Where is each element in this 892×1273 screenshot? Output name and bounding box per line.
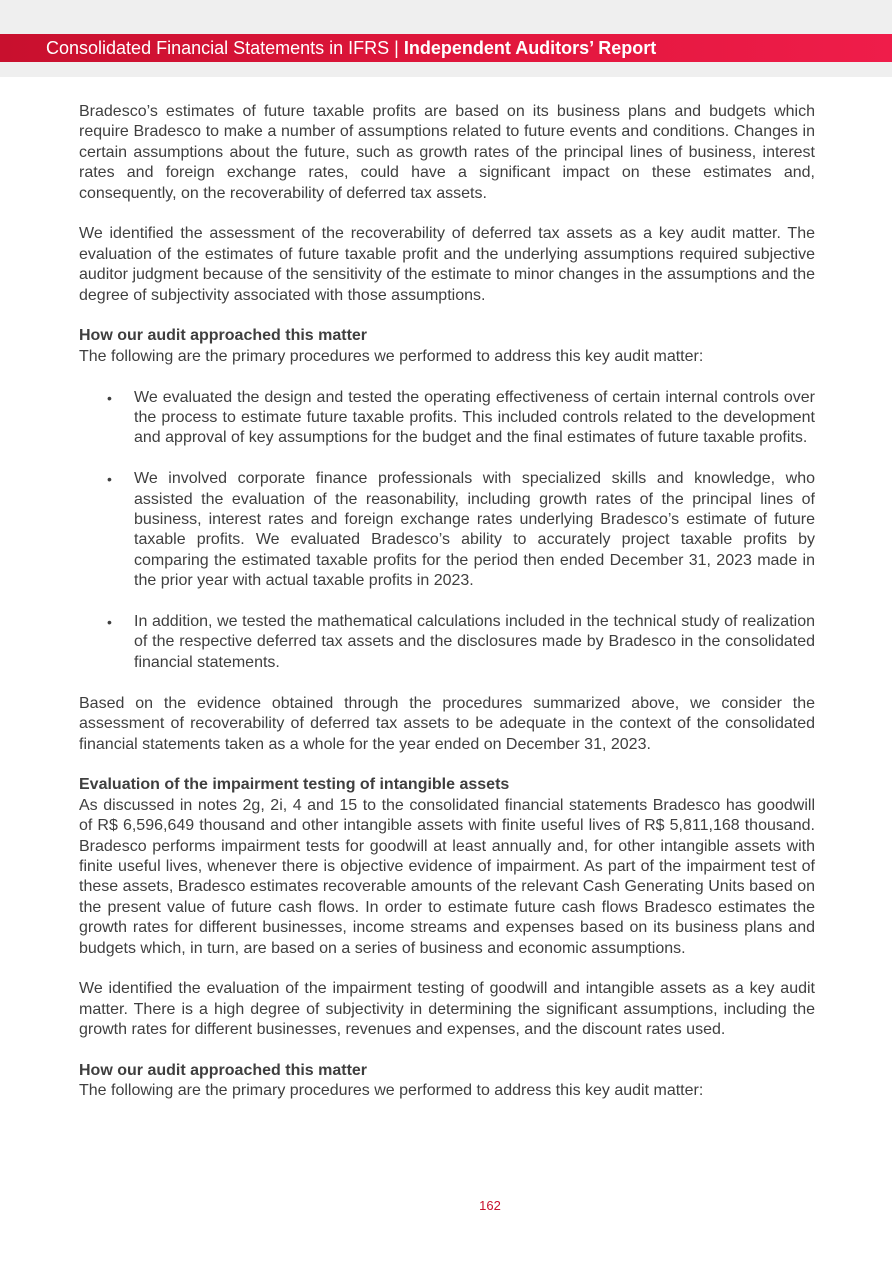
header-underline-strip: [0, 62, 892, 77]
list-item-text: We involved corporate finance professionals with specialized skills and knowledge, who assisted the evaluation of the reasonability, including growth rates of the principal lines of business, interest rates and foreign exchange rates underlying Bradesco’s estimate of future taxable profits. We evaluated Bradesco’s ability to accurately project taxable profits by comparing the estimated taxable profits for the period then ended December 31, 2023 made in the prior year with actual taxable profits in 2023.: [134, 470, 815, 590]
paragraph-taxable-profit-estimates: Bradesco’s estimates of future taxable profits are based on its business plans and budgets which require Bradesco to make a number of assumptions related to future events and conditions. Changes in certain assumptions about the future, such as growth rates of the principal lines of business, interest rates and foreign exchange rates, could have a significant impact on these estimates and, consequently, on the recoverability of deferred tax assets.: [79, 103, 815, 202]
list-item: [107, 388, 815, 449]
heading-impairment-testing: Evaluation of the impairment testing of intangible assets: [79, 776, 510, 794]
bullet-icon: •: [107, 389, 112, 406]
list-item: [107, 612, 815, 673]
header-section: Consolidated Financial Statements in IFRS: [46, 38, 390, 58]
list-item-text: In addition, we tested the mathematical calculations included in the technical study of realization of the respective deferred tax assets and the disclosures made by Bradesco in the consolidated financial statements.: [134, 613, 815, 671]
procedures-intro-2: The following are the primary procedures we performed to address this key audit matter:: [79, 1082, 704, 1100]
heading-audit-approach: How our audit approached this matter: [79, 327, 368, 345]
report-header-banner: [0, 34, 892, 62]
header-title: [46, 34, 656, 62]
list-item-text: We evaluated the design and tested the operating effectiveness of certain internal controls over the process to estimate future taxable profits. This included controls related to the development and approval of key assumptions for the budget and the final estimates of future taxable profits.: [134, 388, 815, 447]
top-margin-strip: [0, 0, 892, 34]
paragraph-key-audit-matter-deferred-tax: We identified the assessment of the recoverability of deferred tax assets as a key audit matter. The evaluation of the estimates of future taxable profit and the underlying assumptions required subjective auditor judgment because of the sensitivity of the estimate to minor changes in the assumptions and the degree of subjectivity associated with those assumptions.: [79, 225, 815, 304]
bullet-icon: •: [107, 614, 112, 631]
paragraph-impairment-details: As discussed in notes 2g, 2i, 4 and 15 to the consolidated financial statements Bradesco has goodwill of R$ 6,596,649 thousand and other intangible assets with finite useful lives of R$ 5,811,168 thousand. Bradesco performs impairment tests for goodwill at least annually and, for other intangible assets with finite useful lives, whenever there is objective evidence of impairment. As part of the impairment test of these assets, Bradesco estimates recoverable amounts of the relevant Cash Generating Units based on the present value of future cash flows. In order to estimate future cash flows Bradesco estimates the growth rates for different businesses, income streams and expenses based on its business plans and budgets which, in turn, are based on a series of business and economic assumptions.: [79, 796, 815, 957]
bullet-icon: •: [107, 471, 112, 488]
document-body: [79, 102, 815, 1102]
paragraph-conclusion: Based on the evidence obtained through the procedures summarized above, we consider the assessment of recoverability of deferred tax assets to be adequate in the context of the consolidated financial statements taken as a whole for the year ended on December 31, 2023.: [79, 694, 815, 753]
header-report-name: Independent Auditors’ Report: [403, 38, 657, 58]
page-number: 162: [479, 1198, 501, 1213]
procedures-intro: The following are the primary procedures we performed to address this key audit matter:: [79, 347, 704, 365]
heading-audit-approach-2: How our audit approached this matter: [79, 1061, 368, 1079]
list-item: [107, 469, 815, 591]
paragraph-key-audit-matter-impairment: We identified the evaluation of the impairment testing of goodwill and intangible assets as a key audit matter. There is a high degree of subjectivity in determining the significant assumptions, including the growth rates for different businesses, revenues and expenses, and the discount rates used.: [79, 980, 815, 1039]
procedures-list: [79, 388, 815, 674]
header-separator: |: [389, 38, 404, 58]
